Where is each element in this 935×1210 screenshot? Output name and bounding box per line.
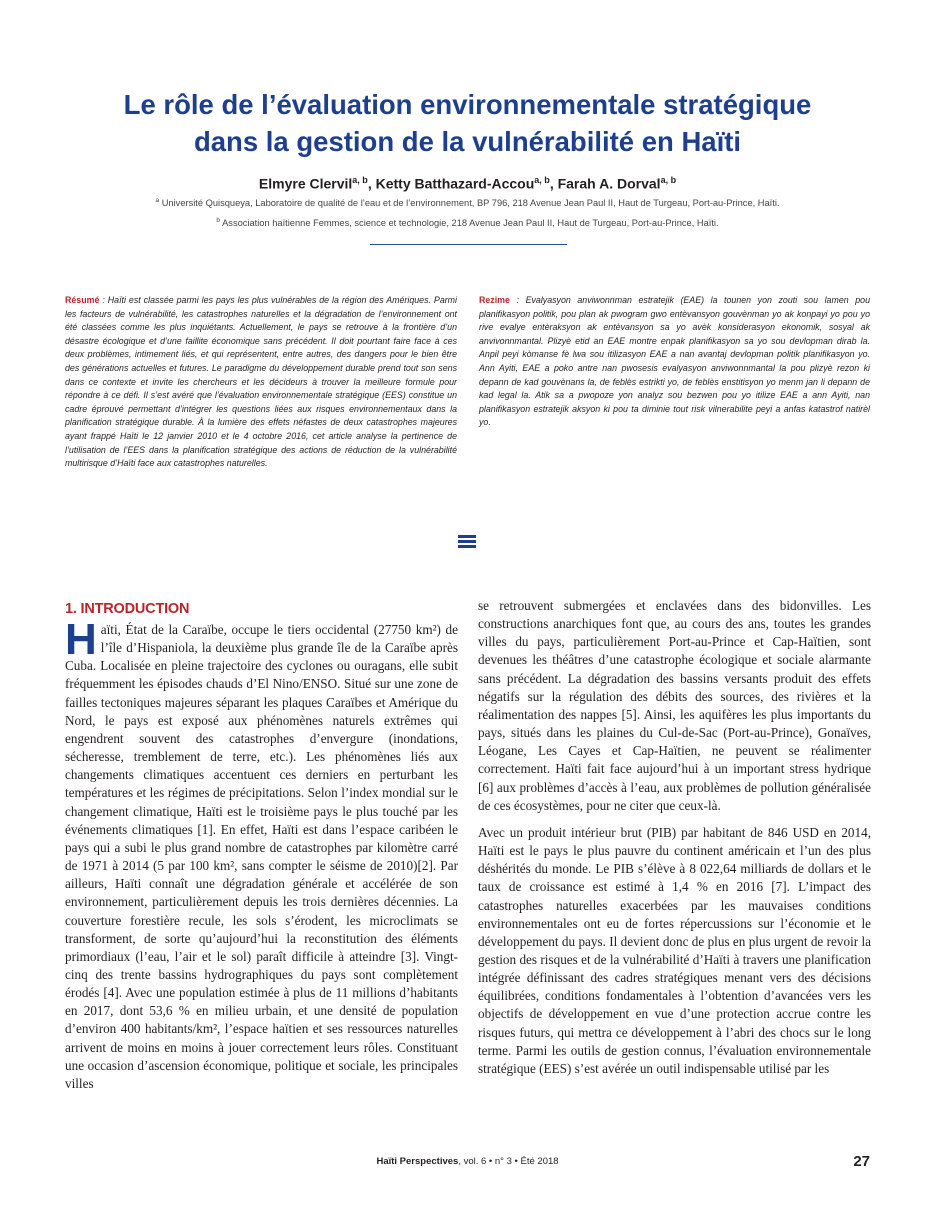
paragraph-text: aïti, État de la Caraïbe, occupe le tiers occidental (27750 km²) de l’île d’Hispaniola, la deuxième plus grande île de la Caraïbe après Cuba. Localisée en pleine trajectoire des cyclones ou ouragans, elle subit fréquemment les épisodes chauds d’El Nino/ENSO. Situé sur une zone de failles tectoniques majeures séparant les plaques Caraïbes et Amérique du Nord, le pays est exposé aux phénomènes naturels extrêmes qui engendrent souvent des catastrophes d’envergure (inondations, sécheresse, tremblement de terre, etc.). Les phénomènes liés aux changements climatiques accentuent ces derniers en perturbant les températures et les régimes de précipitations. Selon l’index mondial sur le changement climatique, Haïti est le troisième pays le plus touché par les événements climatiques [1]. En effet, Haïti est dans l’espace caribéen le pays qui a subi le plus grand nombre de catastrophes par kilomètre carré de 1971 à 2014 (5 par 100 km², sans compter le séisme de 2010)[2]. Par ailleurs, Haïti connaît une dégradation générale et accélérée de son environnement, particulièrement depuis les trois dernières décennies. La couverture forestière recule, les sols s’érodent, les microclimats se transforment, de sorte qu’aujourd’hui la reconstitution des éléments primordiaux (l’eau, l’air et le sol) paraît difficile à atteindre [3]. Vingt-cinq des trente bassins hydrographiques du pays sont complètement érodés [4]. Avec une population estimée à plus de 11 millions d’habitants en 2017, dont 53,6 % en milieu urbain, et une densité de population d’environ 400 habitants/km², l’espace haïtien et ses ressources naturelles arrivent de moins en moins à jouer correctement leurs rôles. Constituant une occasion d’ascension économique, politique et sociale, les principales villes — [65, 622, 458, 1091]
economy-paragraph: Avec un produit intérieur brut (PIB) par habitant de 846 USD en 2014, Haïti est le pays le plus pauvre du continent américain et l’un des plus déshérités du monde. Le PIB s’élève à 8 022,64 milliards de dollars et le taux de croissance est estimé à 1,4 % en 2016 [7]. L’impact des catastrophes naturelles exacerbées par les mauvaises conditions environnementales ont eu de fortes répercussions sur l’économie et le développement du pays. Il devient donc de plus en plus urgent de revoir la gestion des risques et de la vulnérabilité d’Haïti à travers une planification intégrée définissant des cadres stratégiques menant vers des décisions équilibrées, conditions fondamentales à l’obtention d’avancées vers les objectifs de développement en vue d’une protection accrue contre les risques futurs, qui mettra ce développement à l’abri des chocs sur le long terme. Parmi les outils de gestion connus, l’évaluation environnementale stratégique (EES) s’est avérée un outil indispensable utilisé par les — [478, 824, 871, 1076]
abstract-french: Résumé : Haïti est classée parmi les pays les plus vulnérables de la région des Amériques. Parmi les facteurs de vulnérabilité, les catastrophes naturelles et la dégradation de l’environnement ont été classées comme les plus inquiétants. Actuellement, le pays se retrouve à la frontière d’un désastre écologique et d’une faillite économique sans précédent. Il doit pourtant faire face à ces deux problèmes, intimement liés, et qui représentent, entre autres, des dangers pour le bien être des générations actuelles et futures. Le paradigme du développement durable prend tout son sens dans ce contexte et invite les chercheurs et les décideurs à trouver la meilleure formule pour répondre à ce défi. Il s’est avéré que l’évaluation environnementale stratégique (EES) constitue un cadre éprouvé permettant d’intégrer les questions liées aux risques environnementaux dans la planification stratégique durable. À la lumière des effets néfastes de deux catastrophes majeures ayant frappé Haïti le 12 janvier 2010 et le 4 octobre 2016, cet article analyse la pertinence de l’utilisation de l’EES dans la planification stratégique des actions de réduction de la vulnérabilité multirisque d’Haïti face aux catastrophes naturelles. — [65, 295, 458, 469]
affiliation-mark: a — [155, 197, 160, 204]
author-list: Elmyre Clervil$^{a, b}$, Ketty Batthazard-Accou$^{a, b}$, Farah A. Dorval$^{a, b}$ — [258, 175, 677, 192]
introduction-paragraph — [65, 615, 458, 1093]
affiliation-text: Université Quisqueya, Laboratoire de qualité de l’eau et de l’environnement, BP 796, 218 Avenue Jean Paul II, Haut de Turgeau, Port-au-Prince, Haïti. — [161, 198, 780, 209]
author-affil-mark: a, b — [534, 175, 550, 185]
affiliation-a — [60, 194, 875, 210]
author-name: Ketty Batthazard-Accou — [375, 175, 535, 192]
author-name: Elmyre Clervil — [258, 175, 353, 192]
page-number: 27 — [853, 1153, 870, 1170]
issue-info: , vol. 6 • n° 3 • Été 2018 — [458, 1156, 559, 1167]
introduction-paragraph-continued: se retrouvent submergées et enclavées dans des bidonvilles. Les constructions anarchiques font que, au cours des ans, toutes les grandes villes du pays, particulièrement Port-au-Prince et Cap-Haïtien, sont devenues les théâtres d’une catastrophe écologique et sociale alarmante sans précédent. La dégradation des bassins versants produit des effets négatifs sur la régulation des débits des sources, des rivières et la réalimentation des nappes [5]. Ainsi, les aquifères les plus importants du pays, situés dans les plaines du Cul-de-Sac (Port-au-Prince), Gonaïves, Léogane, Les Cayes et Cap-Haïtien, ne peuvent se réalimenter correctement. Haïti fait face aujourd’hui à un important stress hydrique [6] aux problèmes d’accès à l’eau, aux problèmes de pollution généralisée de ces écosystèmes, pour ne citer que ceux-là. — [478, 598, 871, 813]
drop-cap: H — [65, 615, 97, 664]
author-name: Farah A. Dorval — [557, 175, 661, 192]
author-affil-mark: a, b — [352, 175, 368, 185]
affiliation-b — [60, 214, 875, 230]
abstract-creole: Rezime : Evalyasyon anviwonnman estratejik (EAE) la tounen yon zouti sou lamen pou planifikasyon politik, pou plan ak pwogram gwo entèvansyon gouvènman yo ak konpayi yo pou yo rive evalye entèraksyon ak entèvansyon sa yo avèk konsiderasyon ekonomik, sosyal ak anvivonnmantal. Plizyè etid an EAE montre enpak planifikasyon sa yo sou devlopman dirab la. Anpil peyi kòmanse fè lwa sou itilizasyon EAE a nan avantaj devlopman politik planifikasyon yo. Ann Ayiti, EAE a poko antre nan pwosesis evalyasyon anviwonnmantal la pou plizyè rezon ki depann de kad gouvènans la, de feblès estrikti yo, de feblès enstitisyon yo menm jan li depann de kad legal la. Atik sa a pwopoze yon analyz sou bezwen pou yo itilize EAE a ann Ayiti, nan planifikasyon estratejik aksyon ki pou ta diminie tout risk vilnerabilite peyi a anfas katastrof natirèl yo. — [479, 295, 870, 428]
abstract-text: Haïti est classée parmi les pays les plus vulnérables de la région des Amériques. Parmi les facteurs de vulnérabilité, les catastrophes naturelles et la dégradation de l’environnement ont été classées comme les plus inquiétants. Actuellement, le pays se retrouve à la frontière d’un désastre écologique et d’une faillite économique sans précédent. Il doit pourtant faire face à ces deux problèmes, intimement liés, et qui représentent, entre autres, des dangers pour le bien être des générations actuelles et futures. Le paradigme du développement durable prend tout son sens dans ce contexte et invite les chercheurs et les décideurs à trouver la meilleure formule pour répondre à ce défi. Il s’est avéré que l’évaluation environnementale stratégique (EES) constitue un cadre éprouvé permettant d’intégrer les questions liées aux risques environnementaux dans la planification stratégique durable. À la lumière des effets néfastes de deux catastrophes majeures ayant frappé Haïti le 12 janvier 2010 et le 4 octobre 2016, cet article analyse la pertinence de l’utilisation de l’EES dans la planification stratégique des actions de réduction de la vulnérabilité multirisque d’Haïti face aux catastrophes naturelles. — [65, 295, 458, 469]
affiliation-text: Association haïtienne Femmes, science et technologie, 218 Avenue Jean Paul II, Haut de Turgeau, Port-au-Prince, Haïti. — [222, 218, 719, 229]
title-line-2: dans la gestion de la vulnérabilité en Haïti — [193, 126, 742, 157]
abstract-label: Rezime — [479, 295, 510, 305]
footer-citation — [65, 1156, 870, 1168]
abstract-text: Evalyasyon anviwonnman estratejik (EAE) la tounen yon zouti sou lamen pou planifikasyon politik, pou plan ak pwogram gwo entèvansyon gouvènman yo ak konpayi yo pou yo rive evalye entèraksyon ak entèvansyon sa yo avèk konsiderasyon ekonomik, sosyal ak anvivonnmantal. Plizyè etid an EAE montre enpak planifikasyon sa yo sou devlopman dirab la. Anpil peyi kòmanse fè lwa sou itilizasyon EAE a nan avantaj devlopman politik planifikasyon yo. Ann Ayiti, EAE a poko antre nan pwosesis evalyasyon anviwonnmantal la pou plizyè rezon ki depann de kad gouvènans la, de feblès estrikti yo, de feblès enstitisyon yo menm jan li depann de kad legal la. Atik sa a pwopoze yon analyz sou bezwen pou yo itilize EAE a ann Ayiti, nan planifikasyon estratejik aksyon ki pou ta diminie tout risk vilnerabilite peyi a anfas katastrof natirèl yo. — [479, 295, 870, 428]
section-heading: 1. INTRODUCTION — [65, 601, 190, 617]
section-separator-icon — [458, 535, 476, 550]
body-column-left — [65, 600, 458, 1093]
body-column-right — [478, 597, 871, 1078]
article-title — [60, 86, 875, 160]
title-divider — [370, 244, 567, 245]
author-affil-mark: a, b — [660, 175, 677, 185]
affiliation-mark: b — [216, 217, 221, 224]
title-line-1: Le rôle de l’évaluation environnementale stratégique — [123, 89, 812, 120]
abstract-label: Résumé — [65, 295, 100, 305]
journal-name: Haïti Perspectives — [376, 1156, 459, 1167]
